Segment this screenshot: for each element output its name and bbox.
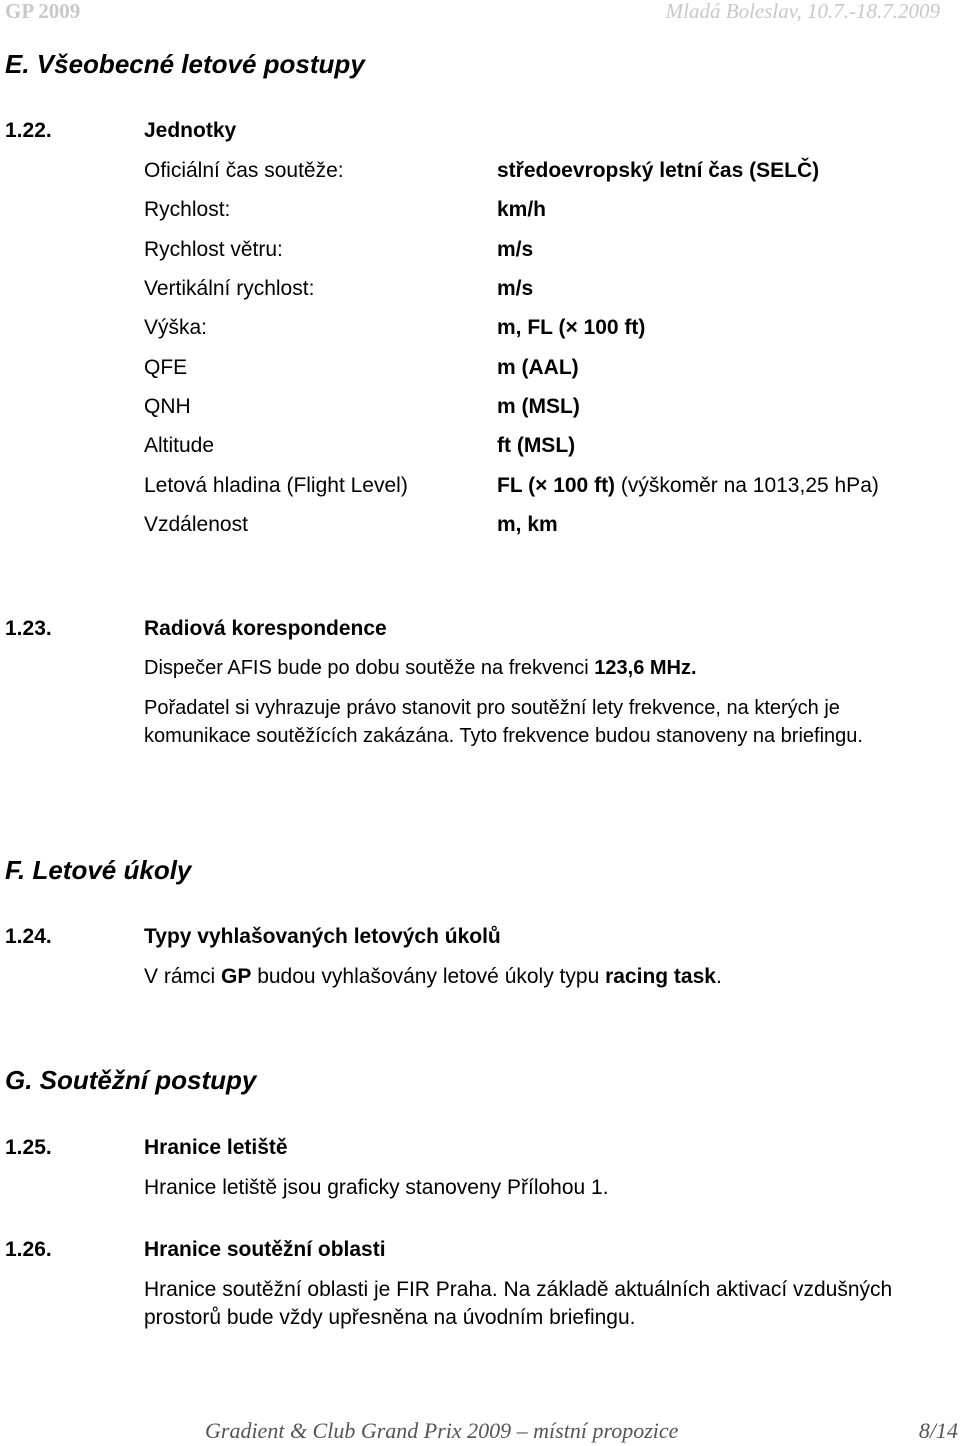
unit-value: [497, 159, 819, 183]
section-1-23-title: Radiová korespondence: [144, 617, 387, 640]
restricted-frequencies-paragraph: Pořadatel si vyhrazuje právo stanovit pro soutěžní lety frekvence, na kterých je komunikace soutěžících zakázána. Tyto frekvence budou stanoveny na briefingu.: [144, 697, 863, 747]
unit-value: [497, 316, 645, 340]
unit-label: Vzdálenost: [144, 513, 248, 536]
unit-value-bold: m (MSL): [497, 395, 580, 418]
footer-page-number: 8/14: [918, 1418, 958, 1443]
airfield-boundary-paragraph: Hranice letiště jsou graficky stanoveny Přílohou 1.: [144, 1176, 609, 1199]
task-types-gp: GP: [221, 965, 252, 988]
unit-label: Rychlost:: [144, 198, 231, 221]
section-g-title: G. Soutěžní postupy: [5, 1065, 257, 1095]
unit-value: [497, 395, 580, 419]
afis-frequency-value: 123,6 MHz.: [594, 657, 697, 679]
unit-value-note: (výškoměr na 1013,25 hPa): [615, 474, 879, 497]
unit-value: [497, 238, 533, 262]
unit-value: [497, 277, 533, 301]
unit-value-bold: m/s: [497, 277, 534, 300]
task-types-text: budou vyhlašovány letové úkoly typu: [251, 965, 606, 988]
unit-value: [497, 474, 879, 498]
task-types-text: V rámci: [144, 965, 222, 988]
section-e-title: E. Všeobecné letové postupy: [5, 49, 365, 79]
section-1-24-title: Typy vyhlašovaných letových úkolů: [144, 925, 501, 948]
section-1-22-title: Jednotky: [144, 119, 237, 142]
unit-label: Vertikální rychlost:: [144, 277, 315, 300]
section-1-24-number: 1.24.: [5, 925, 52, 948]
footer-document-title: Gradient & Club Grand Prix 2009 – místní propozice: [205, 1418, 679, 1443]
unit-label: Letová hladina (Flight Level): [144, 474, 408, 497]
unit-label: Rychlost větru:: [144, 238, 283, 261]
competition-area-paragraph: Hranice soutěžní oblasti je FIR Praha. Na základě aktuálních aktivací vzdušných prostorů bude vždy upřesněna na úvodním briefingu.: [144, 1278, 893, 1329]
header-location-dates: Mladá Boleslav, 10.7.-18.7.2009: [665, 0, 940, 23]
unit-value-bold: ft (MSL): [497, 434, 576, 457]
unit-value: [497, 434, 575, 458]
unit-label: QNH: [144, 395, 191, 418]
unit-value-bold: FL (× 100 ft): [497, 474, 616, 497]
section-1-22-number: 1.22.: [5, 119, 52, 142]
section-1-25-number: 1.25.: [5, 1136, 52, 1159]
unit-value-bold: středoevropský letní čas (SELČ): [497, 159, 820, 182]
task-types-racing-task: racing task: [605, 965, 716, 988]
afis-frequency-text: Dispečer AFIS bude po dobu soutěže na frekvenci: [144, 657, 595, 679]
section-f-title: F. Letové úkoly: [5, 855, 192, 885]
afis-frequency-paragraph: [144, 654, 944, 682]
section-1-23-number: 1.23.: [5, 617, 52, 640]
unit-value: [497, 513, 558, 537]
unit-value-bold: m/s: [497, 238, 534, 261]
unit-label: Altitude: [144, 434, 215, 457]
task-types-paragraph: [144, 963, 944, 991]
section-1-26-number: 1.26.: [5, 1238, 52, 1261]
unit-label: Oficiální čas soutěže:: [144, 159, 344, 182]
header-event-name: GP 2009: [5, 0, 81, 23]
unit-label: Výška:: [144, 316, 208, 339]
unit-value: [497, 356, 579, 380]
unit-label: QFE: [144, 356, 188, 379]
section-1-26-title: Hranice soutěžní oblasti: [144, 1238, 386, 1261]
unit-value-bold: m, km: [497, 513, 558, 536]
unit-value-bold: m, FL (× 100 ft): [497, 316, 646, 339]
section-1-25-title: Hranice letiště: [144, 1136, 288, 1159]
unit-value-bold: km/h: [497, 198, 547, 221]
unit-value-bold: m (AAL): [497, 356, 579, 379]
unit-value: [497, 198, 546, 222]
task-types-text: .: [715, 965, 722, 988]
